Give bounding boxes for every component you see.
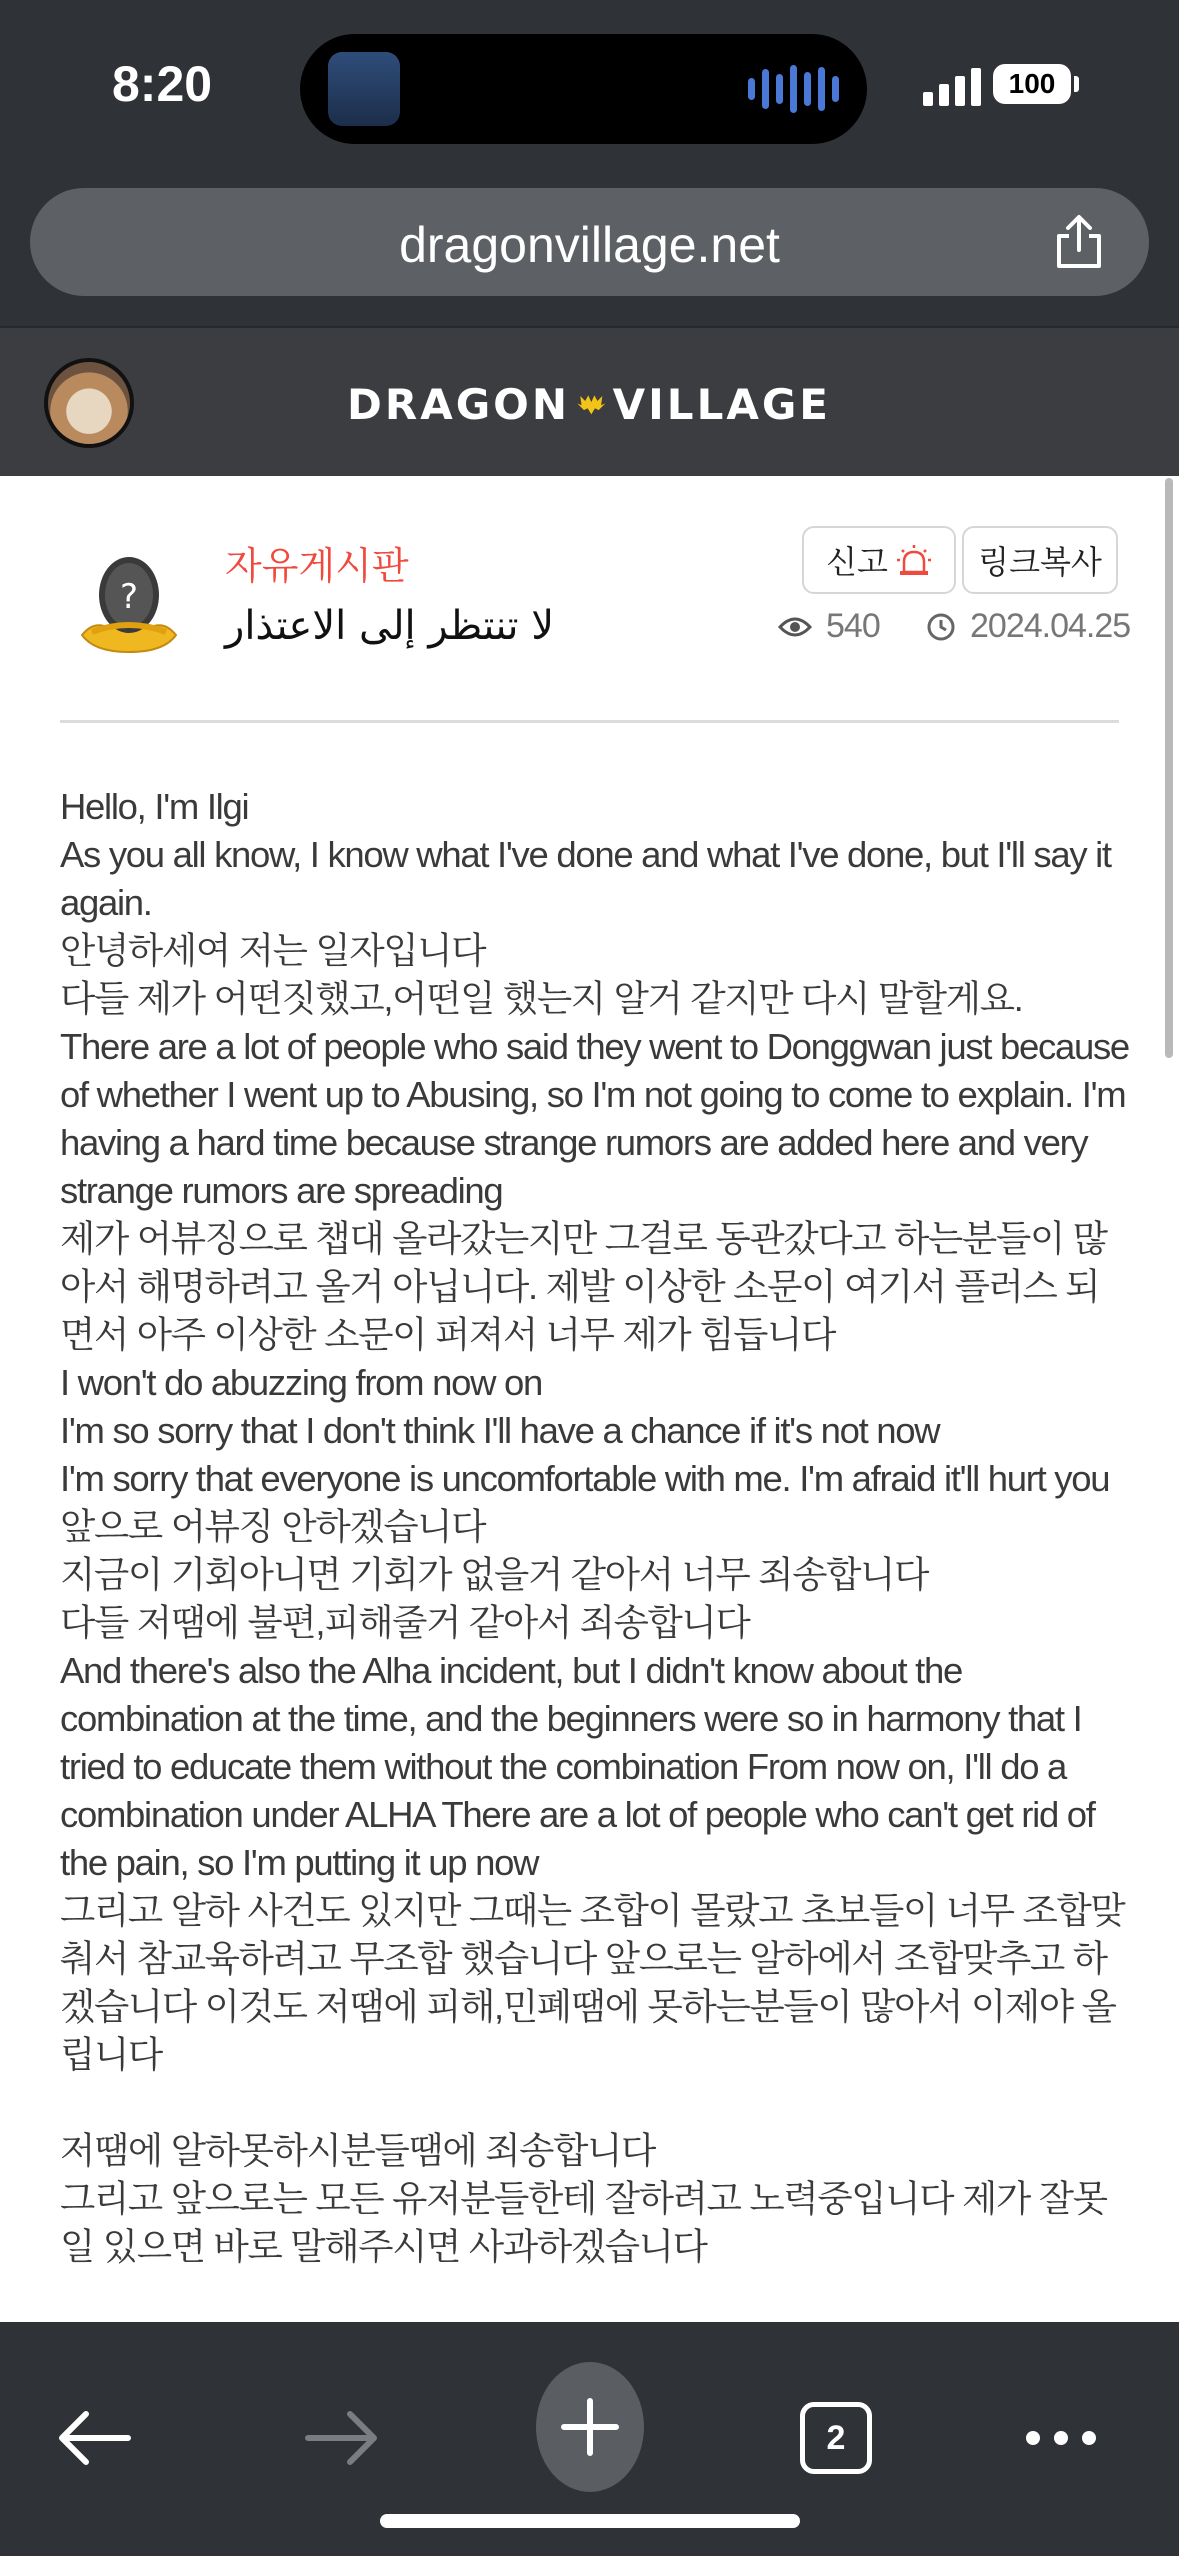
dragon-logo-icon [576, 368, 607, 440]
page-scrollbar[interactable] [1165, 478, 1173, 1058]
post-body [60, 783, 1130, 2271]
url-text[interactable]: dragonvillage.net [399, 217, 780, 273]
copy-link-button[interactable]: 링크복사 [962, 526, 1118, 594]
home-indicator[interactable] [380, 2514, 800, 2528]
body-line: 다들 저땜에 불편,피해줄거 같아서 죄송합니다 [60, 1602, 750, 1643]
logo-text-right: VILLAGE [612, 379, 831, 429]
tab-count: 2 [800, 2402, 872, 2474]
new-tab-button[interactable] [535, 2362, 645, 2492]
signal-icon [923, 66, 981, 106]
body-line: There are a lot of people who said they went to Donggwan just because of whether I went up to Abusing, so I'm not going to come to explain. I'm having a hard time because strange rumors are added here and very strange rumors are spreading [60, 1026, 1129, 1211]
forward-arrow-icon [304, 2408, 380, 2468]
view-count-value: 540 [826, 607, 880, 645]
site-header [0, 326, 1179, 476]
share-icon[interactable] [1049, 212, 1109, 272]
plus-icon [560, 2397, 620, 2457]
body-line: 다들 제가 어떤짓했고,어떤일 했는지 알거 같지만 다시 말할게요. [60, 978, 1023, 1019]
logo-text-left: DRAGON [347, 379, 571, 429]
view-count [778, 607, 880, 646]
now-playing-thumbnail [328, 52, 400, 126]
post-title: لا تنتظر إلى الاعتذار [225, 603, 555, 649]
new-tab-circle [536, 2362, 644, 2492]
post-divider [60, 720, 1119, 723]
body-line: 그리고 앞으로는 모든 유저분들한테 잘하려고 노력중입니다 제가 잘못일 있으면 바로 말해주시면 사과하겠습니다 [60, 2178, 1107, 2267]
body-line: Hello, I'm Ilgi [60, 786, 249, 827]
back-button[interactable] [44, 2388, 144, 2488]
body-line: And there's also the Alha incident, but I didn't know about the combination at the time, and the beginners were so in harmony that I tried to educate them without the combination From now on, I'll do a combination under ALHA There are a lot of people who can't get rid of the pain, so I'm putting it up now [60, 1650, 1095, 1883]
body-line: As you all know, I know what I've done and what I've done, but I'll say it again. [60, 834, 1111, 923]
report-button[interactable] [802, 526, 956, 594]
report-label: 신고 [826, 544, 888, 580]
egg-avatar-icon [74, 540, 184, 655]
forward-button[interactable] [292, 2388, 392, 2488]
body-line: 제가 어뷰징으로 챕대 올라갔는지만 그걸로 동관갔다고 하는분들이 많아서 해명하려고 올거 아닙니다. 제발 이상한 소문이 여기서 플러스 되면서 아주 이상한 소문이 퍼져서 너무 제가 힘듭니다 [60, 1218, 1107, 1355]
body-line: 저땜에 알하못하시분들땜에 죄송합니다 [60, 2130, 655, 2171]
more-icon [1021, 2428, 1101, 2448]
back-arrow-icon [56, 2408, 132, 2468]
address-bar[interactable] [30, 188, 1149, 296]
audio-wave-icon [748, 64, 839, 114]
clock-icon [926, 612, 956, 642]
body-line: 안녕하세여 저는 일자입니다 [60, 930, 486, 971]
body-line: 지금이 기회아니면 기회가 없을거 같아서 너무 죄송합니다 [60, 1554, 929, 1595]
battery-tip [1074, 76, 1079, 92]
blank-line [60, 2079, 1130, 2127]
body-line: I'm so sorry that I don't think I'll have a chance if it's not now [60, 1410, 940, 1451]
body-line: I'm sorry that everyone is uncomfortable with me. I'm afraid it'll hurt you [60, 1458, 1110, 1499]
dragon-village-logo[interactable] [347, 368, 831, 440]
siren-icon [896, 544, 932, 576]
user-avatar[interactable] [44, 358, 134, 448]
body-line: 앞으로 어뷰징 안하겠습니다 [60, 1506, 486, 1547]
status-time: 8:20 [112, 56, 213, 112]
dynamic-island[interactable] [300, 34, 867, 144]
battery-indicator: 100 [993, 64, 1071, 104]
body-line: I won't do abuzzing from now on [60, 1362, 543, 1403]
tabs-button[interactable] [786, 2388, 886, 2488]
browser-top-bar [0, 0, 1179, 326]
eye-icon [778, 614, 812, 640]
body-line: 그리고 알하 사건도 있지만 그때는 조합이 몰랐고 초보들이 너무 조합맞춰서 참교육하려고 무조합 했습니다 앞으로는 알하에서 조합맞추고 하겠습니다 이것도 저땜에 피해,민폐땜에 못하는분들이 많아서 이제야 올립니다 [60, 1890, 1125, 2075]
more-menu-button[interactable] [1011, 2388, 1111, 2488]
svg-text:?: ? [119, 577, 139, 617]
post-date-value: 2024.04.25 [970, 607, 1131, 645]
post-date [926, 607, 1130, 646]
board-category-link[interactable]: 자유게시판 [225, 546, 409, 588]
